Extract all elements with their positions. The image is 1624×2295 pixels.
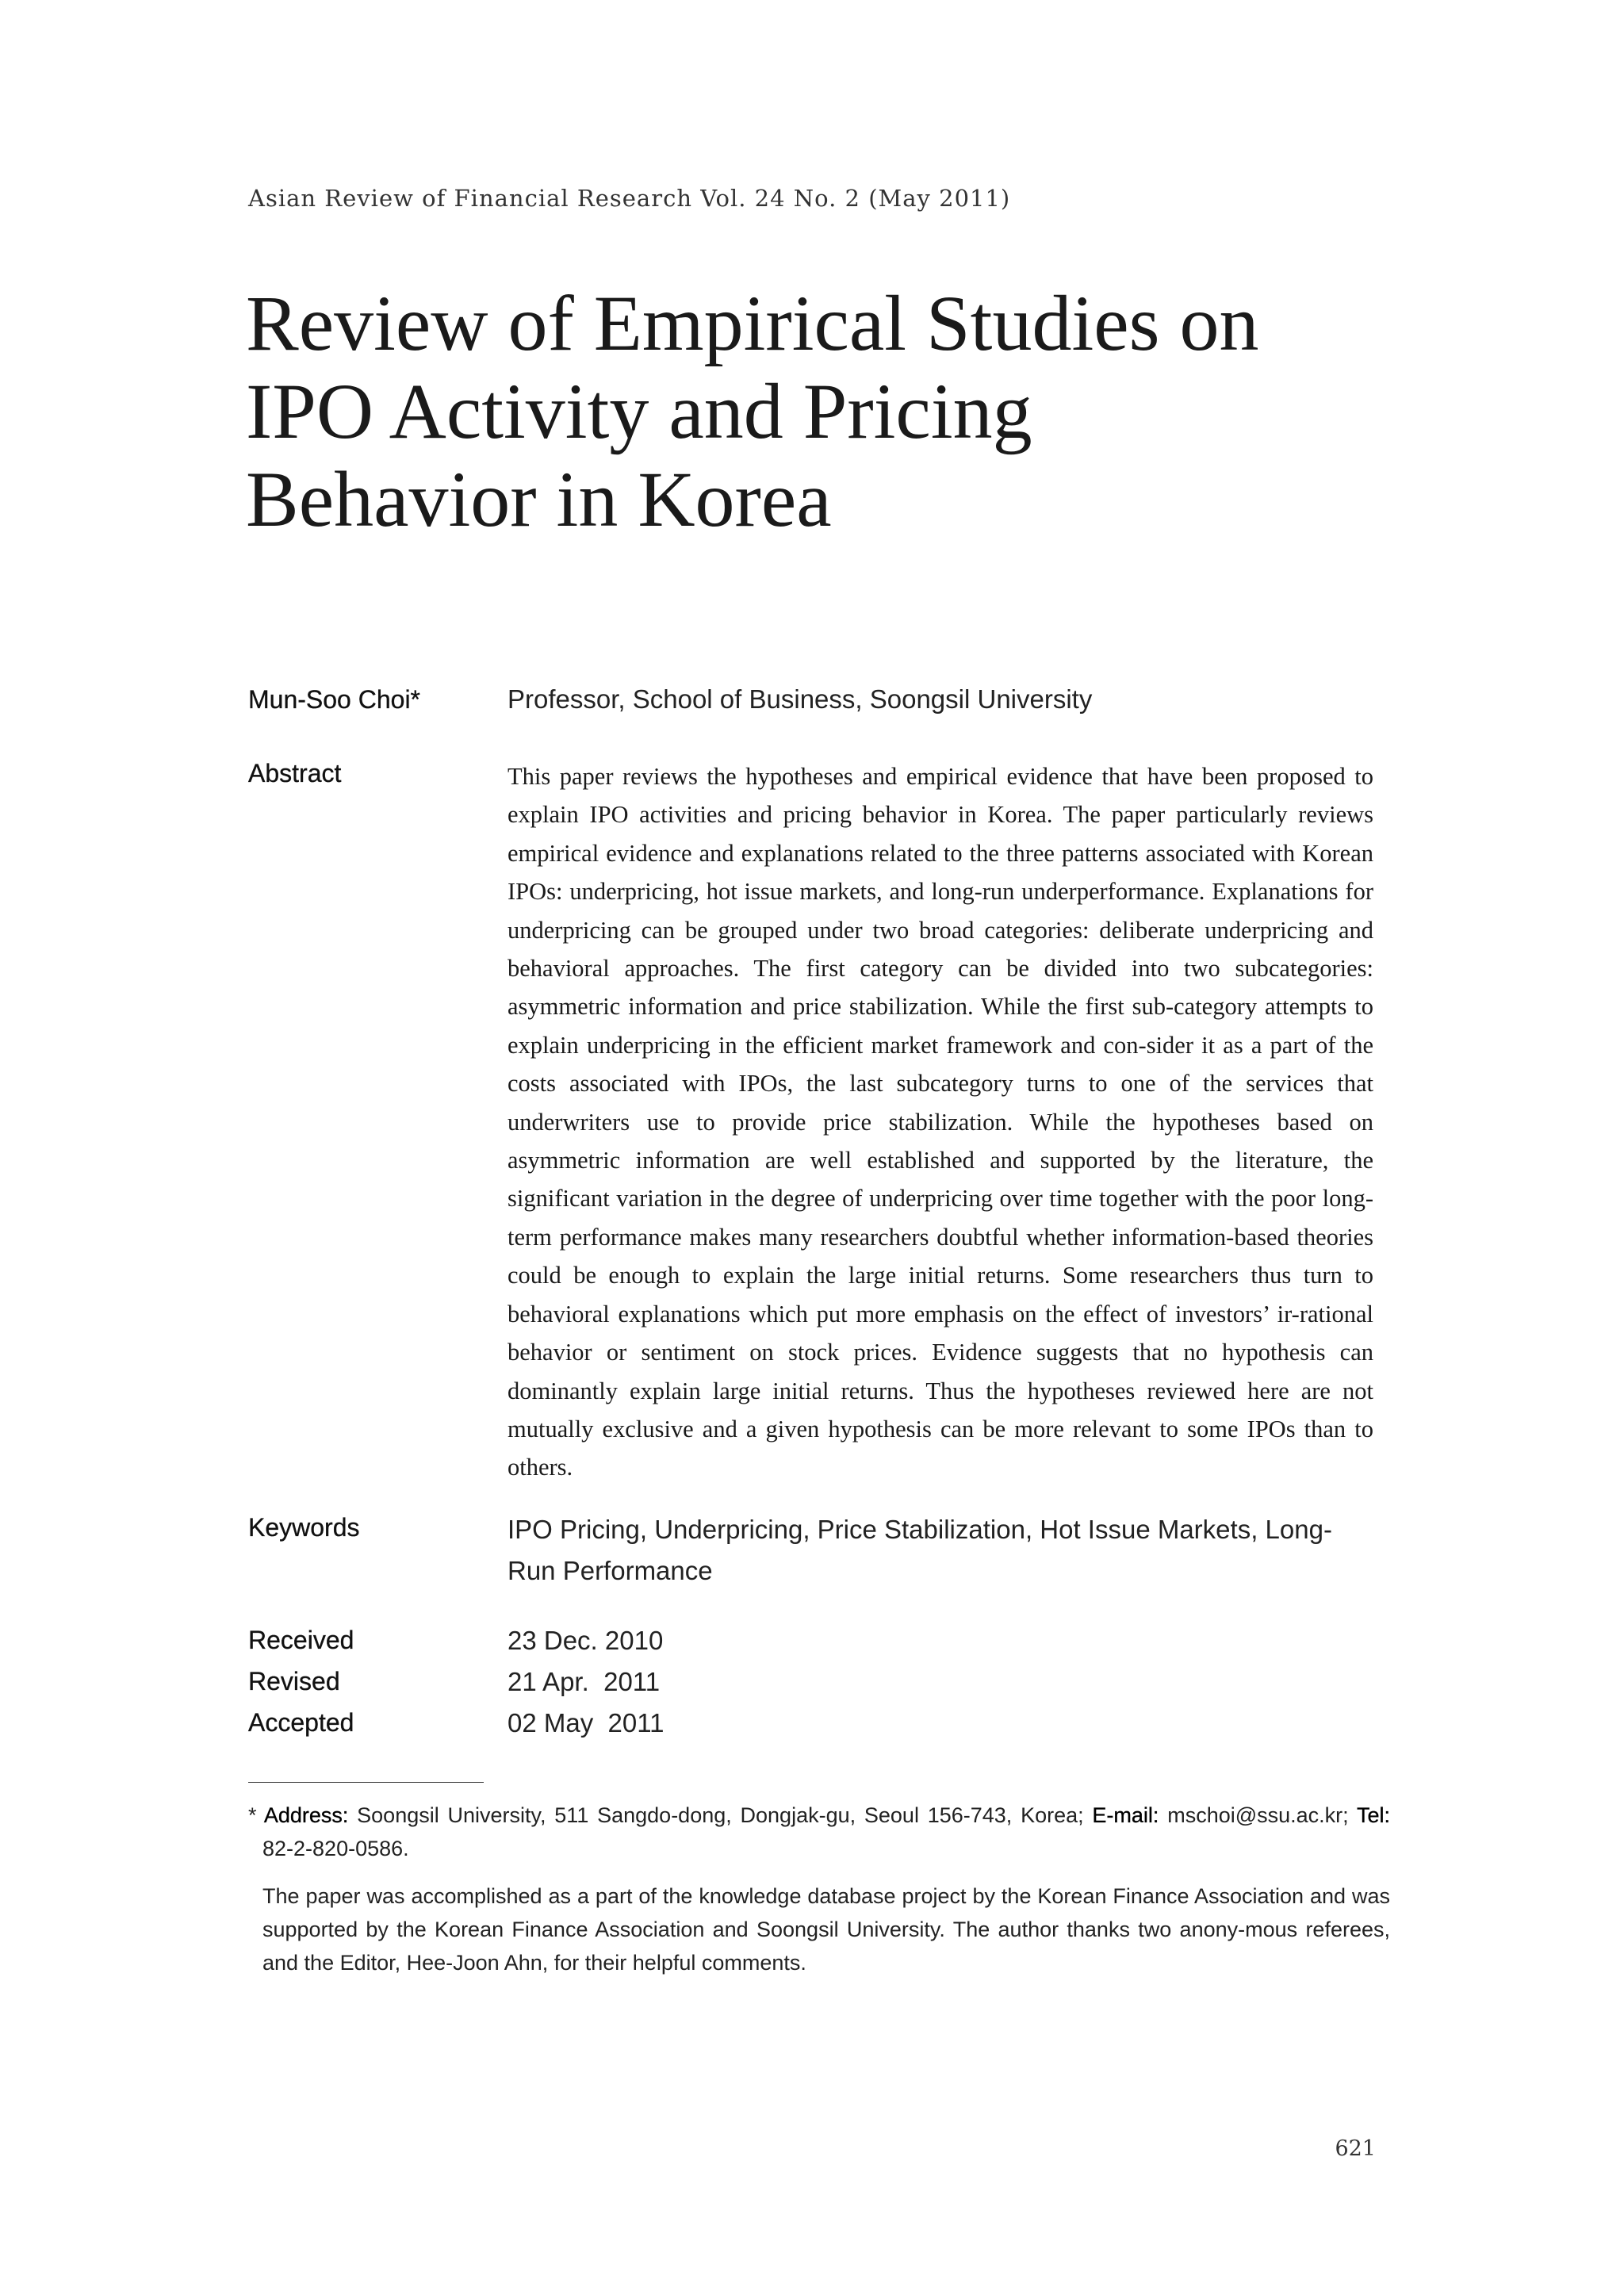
title-line-2: IPO Activity and Pricing [246,367,1032,455]
accepted-label: Accepted [248,1708,354,1737]
footnote-marker: * [248,1803,257,1827]
address-label: Address: [263,1803,349,1827]
paper-title [246,279,1396,543]
abstract-text: This paper reviews the hypotheses and empirical evidence that have been proposed to explain IPO activities and pricing behavior in Korea. The paper particularly reviews empirical evidence and explanations related to the three patterns associated with Korean IPOs: underpricing, hot issue markets, and long-run underperformance. Explanations for underpricing can be grouped under two broad categories: deliberate underpricing and behavioral approaches. The first category can be divided into two subcategories: asymmetric information and price stabilization. While the first sub-category attempts to explain underpricing in the efficient market framework and con-sider it as a part of the costs associated with IPOs, the last subcategory turns to one of the services that underwriters use to provide price stabilization. While the hypotheses based on asymmetric information are well established and supported by the literature, the significant variation in the degree of underpricing over time together with the poor long-term performance makes many researchers doubtful whether information-based theories could be enough to explain the large initial returns. Some researchers thus turn to behavioral explanations which put more emphasis on the effect of investors’ ir-rational behavior or sentiment on stock prices. Evidence suggests that no hypothesis can dominantly explain large initial returns. Thus the hypotheses reviewed here are not mutually exclusive and a given hypothesis can be more relevant to some IPOs than to others. [508,763,1373,1481]
journal-header: Asian Review of Financial Research Vol. 24 No. 2 (May 2011) [248,185,1011,212]
received-date: 23 Dec. 2010 [508,1626,664,1655]
tel-text: 82-2-820-0586. [262,1837,409,1860]
keywords-label: Keywords [248,1513,360,1542]
abstract-label: Abstract [248,759,342,787]
footnote-acknowledgement: The paper was accomplished as a part of the knowledge database project by the Korean Finance Association and was supported by the Korean Finance Association and Soongsil University. The author thanks two anony-mous referees, and the Editor, Hee-Joon Ahn, for their helpful comments. [262,1884,1390,1975]
author-affiliation: Professor, School of Business, Soongsil University [508,684,1093,714]
tel-label: Tel: [1356,1803,1390,1827]
keywords-text: IPO Pricing, Underpricing, Price Stabilization, Hot Issue Markets, Long-Run Performance [508,1515,1332,1585]
address-text: Soongsil University, 511 Sangdo-dong, Dongjak-gu, Seoul 156-743, Korea; [357,1803,1084,1827]
revised-date: 21 Apr. 2011 [508,1667,661,1696]
accepted-date: 02 May 2011 [508,1708,665,1738]
title-line-3: Behavior in Korea [246,455,832,543]
email-text: mschoi@ssu.ac.kr; [1167,1803,1349,1827]
title-line-1: Review of Empirical Studies on [246,279,1259,367]
revised-label: Revised [248,1667,340,1695]
email-label: E-mail: [1092,1803,1159,1827]
received-label: Received [248,1626,354,1654]
page-number: 621 [1335,2136,1376,2161]
author-name: Mun-Soo Choi* [248,685,420,714]
footnote-divider [248,1782,484,1783]
footnote-address [248,1799,1390,1865]
